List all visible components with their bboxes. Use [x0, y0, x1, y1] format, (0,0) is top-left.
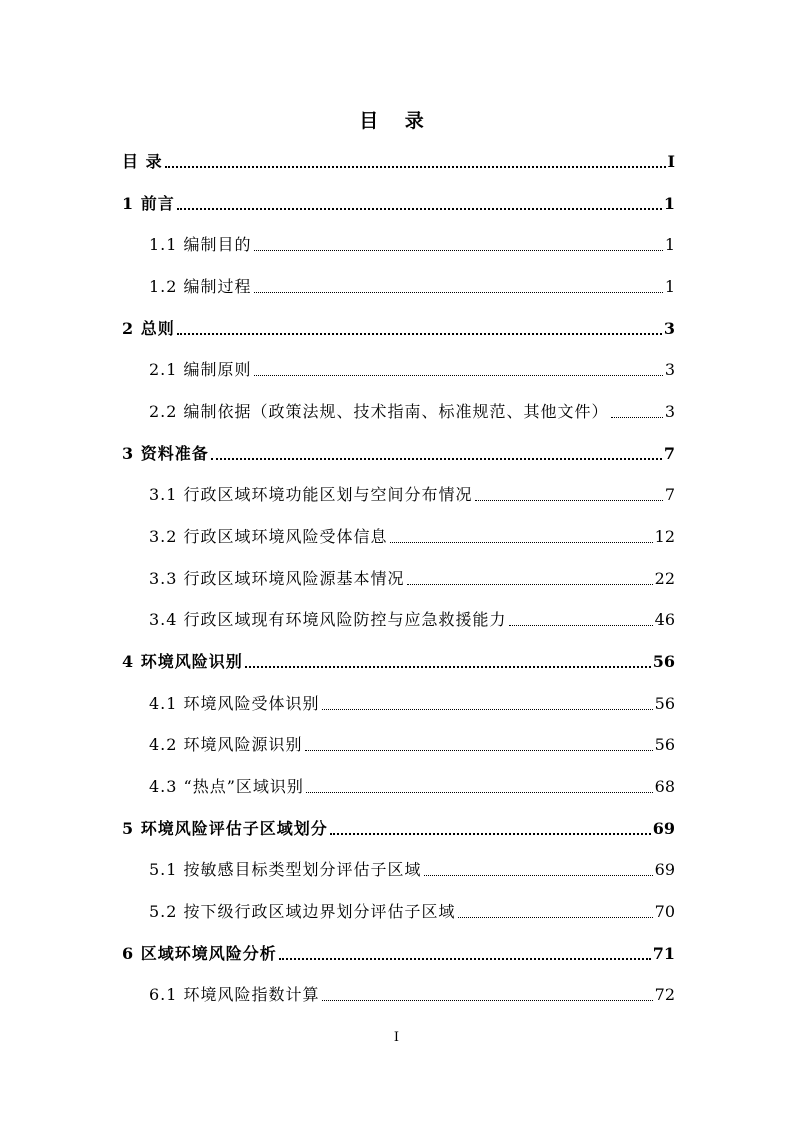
- toc-entry-label: 3.4 行政区域现有环境风险防控与应急救援能力: [149, 610, 507, 629]
- toc-entry-3[interactable]: [122, 440, 675, 464]
- toc-entry-label: 4 环境风险识别: [122, 652, 243, 671]
- page-number: I: [393, 1030, 400, 1045]
- toc-entry-label: 5.1 按敏感目标类型划分评估子区域: [149, 860, 422, 879]
- toc-entry-page: 69: [652, 819, 675, 838]
- toc-entry-label: 2 总则: [122, 319, 175, 338]
- toc-entry-page: 3: [663, 319, 675, 338]
- toc-entry-1-1[interactable]: [122, 231, 675, 255]
- toc-entry-6-1[interactable]: [122, 981, 675, 1005]
- toc-entry-5[interactable]: [122, 815, 675, 839]
- toc-entry-label: 3.2 行政区域环境风险受体信息: [149, 527, 388, 546]
- toc-entry-4-1[interactable]: [122, 690, 675, 714]
- toc-entry-5-2[interactable]: [122, 898, 675, 922]
- toc-entry-3-4[interactable]: [122, 606, 675, 630]
- toc-entry-page: 3: [664, 402, 675, 421]
- toc-entry-label: 4.2 环境风险源识别: [149, 735, 303, 754]
- toc-entry-label: 1 前言: [122, 194, 175, 213]
- toc-entry-label: 1.2 编制过程: [149, 277, 252, 296]
- toc-entry-page: I: [667, 152, 675, 171]
- toc-entry-label: 2.1 编制原则: [149, 360, 252, 379]
- toc-entry-page: 56: [652, 652, 675, 671]
- toc-entry-page: 71: [652, 944, 675, 963]
- toc-entry-1[interactable]: [122, 190, 675, 214]
- toc-entry-page: 72: [654, 985, 675, 1004]
- toc-entry-4-3[interactable]: [122, 773, 675, 797]
- toc-entry-label: 6.1 环境风险指数计算: [149, 985, 320, 1004]
- toc-title: 目 录: [359, 110, 434, 132]
- toc-entry-label: 3.1 行政区域环境功能区划与空间分布情况: [149, 485, 473, 504]
- toc-entry-page: 56: [654, 735, 675, 754]
- toc-entry-page: 3: [664, 360, 675, 379]
- toc-entry-page: 1: [664, 277, 675, 296]
- toc-entry-page: 69: [654, 860, 675, 879]
- toc-entry-label: 6 区域环境风险分析: [122, 944, 277, 963]
- toc-entry-label: 目 录: [122, 152, 163, 171]
- toc-entry-label: 1.1 编制目的: [149, 235, 252, 254]
- toc-entry-label: 2.2 编制依据（政策法规、技术指南、标准规范、其他文件）: [149, 402, 609, 421]
- toc-entry-page: 1: [663, 194, 675, 213]
- toc-entry-label: 5 环境风险评估子区域划分: [122, 819, 328, 838]
- toc-entry-2[interactable]: [122, 315, 675, 339]
- toc-entry-contents[interactable]: [122, 148, 675, 172]
- toc-entry-label: 3.3 行政区域环境风险源基本情况: [149, 569, 405, 588]
- toc-entry-page: 56: [654, 694, 675, 713]
- toc-entry-page: 12: [654, 527, 675, 546]
- toc-entry-label: 4.3 “热点”区域识别: [149, 777, 304, 796]
- toc-entry-label: 5.2 按下级行政区域边界划分评估子区域: [149, 902, 456, 921]
- toc-entry-2-2[interactable]: [122, 398, 675, 422]
- toc-entry-page: 22: [654, 569, 675, 588]
- toc-entry-page: 70: [654, 902, 675, 921]
- table-of-contents: [122, 0, 675, 1122]
- toc-entry-5-1[interactable]: [122, 856, 675, 880]
- toc-entry-page: 7: [664, 485, 675, 504]
- toc-entry-6[interactable]: [122, 940, 675, 964]
- toc-entry-4[interactable]: [122, 648, 675, 672]
- toc-entry-3-2[interactable]: [122, 523, 675, 547]
- toc-entry-3-3[interactable]: [122, 565, 675, 589]
- toc-entry-page: 68: [654, 777, 675, 796]
- toc-entry-label: 4.1 环境风险受体识别: [149, 694, 320, 713]
- toc-entry-label: 3 资料准备: [122, 444, 209, 463]
- toc-entry-page: 1: [664, 235, 675, 254]
- toc-entry-1-2[interactable]: [122, 273, 675, 297]
- toc-entry-4-2[interactable]: [122, 731, 675, 755]
- toc-entry-page: 46: [654, 610, 675, 629]
- toc-entry-3-1[interactable]: [122, 481, 675, 505]
- toc-entry-page: 7: [663, 444, 675, 463]
- toc-entry-2-1[interactable]: [122, 356, 675, 380]
